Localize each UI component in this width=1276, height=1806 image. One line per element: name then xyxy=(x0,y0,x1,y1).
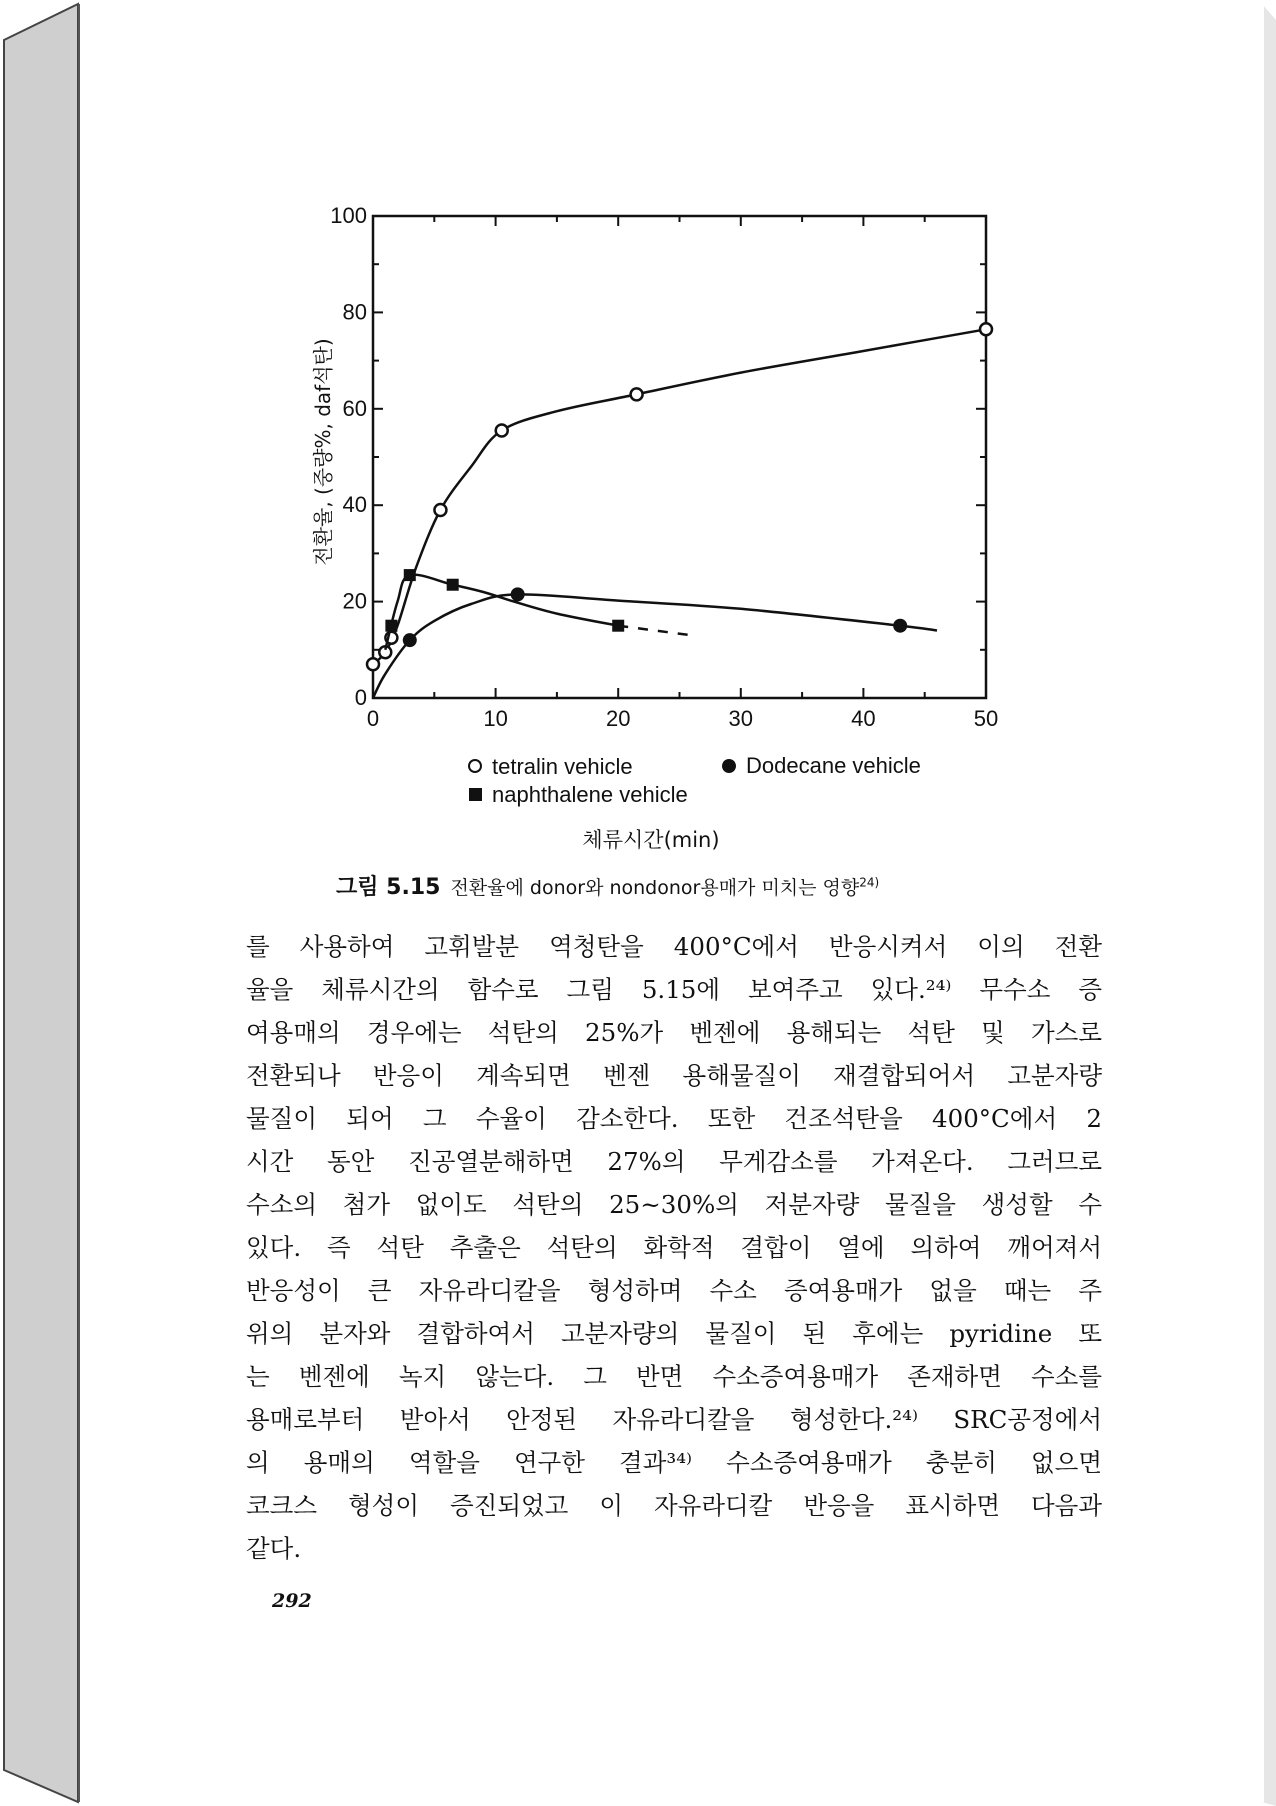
chart xyxy=(0,0,1276,860)
y-tick-label: 40 xyxy=(342,492,367,518)
body-line: 전환되나 반응이 계속되면 벤젠 용해물질이 재결합되어서 고분자량 xyxy=(246,1061,1102,1090)
y-tick-label: 80 xyxy=(342,299,367,325)
body-line: 는 벤젠에 녹지 않는다. 그 반면 수소증여용매가 존재하면 수소를 xyxy=(246,1362,1102,1391)
data-point-dodecane xyxy=(403,633,417,647)
body-line: 물질이 되어 그 수율이 감소한다. 또한 건조석탄을 400°C에서 2 xyxy=(246,1104,1102,1133)
y-tick-label: 100 xyxy=(330,203,367,228)
y-tick-label: 60 xyxy=(342,395,367,421)
page-number: 292 xyxy=(272,1590,312,1612)
body-line: 를 사용하여 고휘발분 역청탄을 400°C에서 반응시켜서 이의 전환 xyxy=(246,932,1102,961)
x-tick-label: 10 xyxy=(483,706,508,731)
body-line: 의 용매의 역할을 연구한 결과³⁴⁾ 수소증여용매가 충분히 없으면 xyxy=(246,1448,1102,1477)
y-axis-label: 전환율, (중량%, daf석탄) xyxy=(311,338,335,566)
data-point-dodecane xyxy=(511,587,525,601)
data-point-tetralin xyxy=(631,388,643,400)
body-line: 위의 분자와 결합하여서 고분자량의 물질이 된 후에는 pyridine 또 xyxy=(246,1319,1102,1348)
x-tick-label: 20 xyxy=(605,706,631,731)
data-point-tetralin xyxy=(434,504,446,516)
legend-label-dodecane: Dodecane vehicle xyxy=(746,753,921,778)
series-line-naphthalene xyxy=(385,575,618,650)
body-line: 용매로부터 받아서 안정된 자유라디칼을 형성한다.²⁴⁾ SRC공정에서 xyxy=(246,1405,1102,1434)
x-tick-label: 0 xyxy=(366,706,380,731)
data-point-naphthalene xyxy=(404,569,416,581)
body-line: 있다. 즉 석탄 추출은 석탄의 화학적 결합이 열에 의하여 깨어져서 xyxy=(246,1233,1102,1262)
figure-caption-ref: 24) xyxy=(859,875,880,890)
data-point-tetralin xyxy=(980,323,992,335)
legend-marker-tetralin xyxy=(469,760,481,772)
body-line: 여용매의 경우에는 석탄의 25%가 벤젠에 용해되는 석탄 및 가스로 xyxy=(246,1018,1102,1047)
body-line: 코크스 형성이 증진되었고 이 자유라디칼 반응을 표시하면 다음과 xyxy=(246,1491,1102,1520)
figure-caption-label: 그림 5.15 xyxy=(336,875,441,900)
series-line-naphthalene-extrapolated xyxy=(618,626,692,636)
data-point-naphthalene xyxy=(385,620,397,632)
body-line: 시간 동안 진공열분해하면 27%의 무게감소를 가져온다. 그러므로 xyxy=(246,1147,1102,1176)
body-text xyxy=(246,925,1102,1570)
figure-caption-text: 전환율에 donor와 nondonor용매가 미치는 영향 xyxy=(450,877,860,899)
legend xyxy=(469,753,921,807)
data-point-naphthalene xyxy=(447,579,459,591)
series-line-dodecane xyxy=(373,594,937,698)
legend-marker-dodecane xyxy=(722,759,736,773)
body-line: 율을 체류시간의 함수로 그림 5.15에 보여주고 있다.²⁴⁾ 무수소 증 xyxy=(246,975,1102,1004)
legend-marker-naphthalene xyxy=(469,788,482,801)
y-tick-label: 20 xyxy=(342,588,367,614)
data-point-tetralin xyxy=(367,658,379,670)
figure-caption xyxy=(336,870,1056,901)
y-tick-label: 0 xyxy=(354,685,367,710)
x-tick-label: 30 xyxy=(728,706,754,731)
data-point-tetralin xyxy=(496,424,508,436)
legend-label-naphthalene: naphthalene vehicle xyxy=(492,782,688,807)
series-line-tetralin xyxy=(373,329,986,664)
data-point-dodecane xyxy=(893,619,907,633)
x-axis-label: 체류시간(min) xyxy=(582,828,720,852)
x-tick-label: 40 xyxy=(851,706,876,731)
plot-area xyxy=(330,203,998,731)
legend-label-tetralin: tetralin vehicle xyxy=(492,754,633,779)
body-line: 반응성이 큰 자유라디칼을 형성하며 수소 증여용매가 없을 때는 주 xyxy=(246,1276,1102,1305)
data-point-naphthalene xyxy=(612,620,624,632)
body-line: 수소의 첨가 없이도 석탄의 25~30%의 저분자량 물질을 생성할 수 xyxy=(246,1190,1102,1219)
body-line: 같다. xyxy=(246,1534,302,1563)
x-tick-label: 50 xyxy=(973,706,999,731)
